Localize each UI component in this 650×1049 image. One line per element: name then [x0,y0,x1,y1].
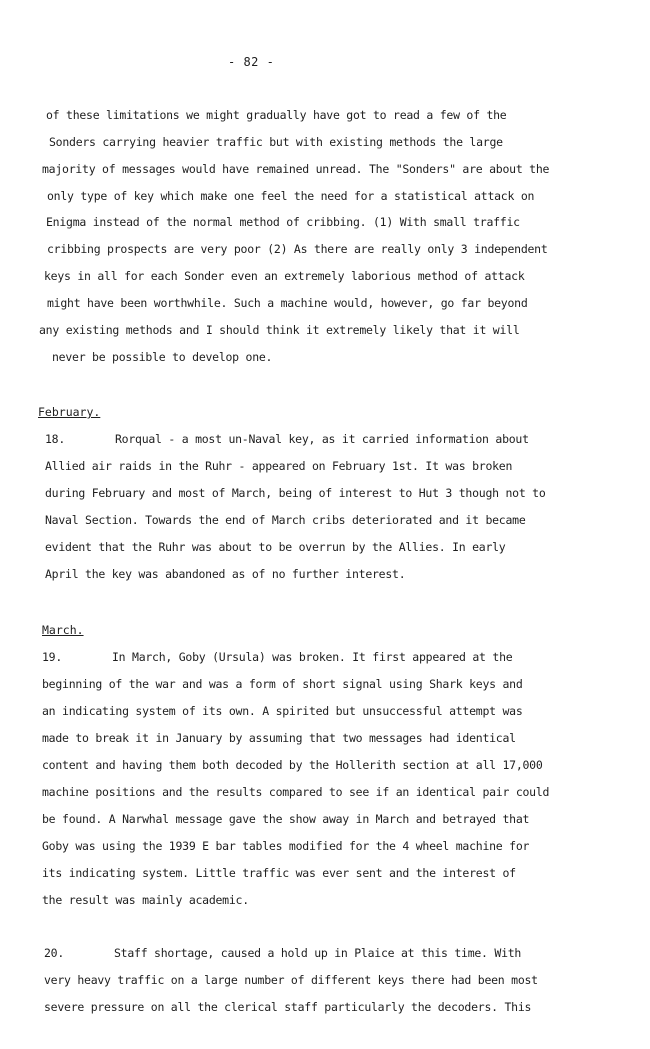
intro-line: any existing methods and I should think it extremely likely that it will [39,323,520,337]
paragraph-number: 20. [44,946,65,960]
paragraph-text: In March, Goby (Ursula) was broken. It first appeared at the [112,650,513,664]
paragraph-number: 19. [42,650,63,664]
section-heading-february: February. [38,405,101,419]
section-heading-march: March. [42,623,84,637]
intro-line: might have been worthwhile. Such a machine would, however, go far beyond [47,296,528,310]
intro-line: of these limitations we might gradually have got to read a few of the [46,108,507,122]
intro-line: keys in all for each Sonder even an extremely laborious method of attack [44,269,525,283]
paragraph-line: made to break it in January by assuming that two messages had identical [42,731,516,745]
paragraph-line: severe pressure on all the clerical staff particularly the decoders. This [44,1000,532,1014]
paragraph-line [42,650,512,664]
paragraph-line: evident that the Ruhr was about to be overrun by the Allies. In early [45,540,506,554]
intro-line: cribbing prospects are very poor (2) As there are really only 3 independent [47,242,548,256]
paragraph-line: very heavy traffic on a large number of different keys there had been most [44,973,538,987]
paragraph-line: Goby was using the 1939 E bar tables modified for the 4 wheel machine for [42,839,530,853]
paragraph-line: Allied air raids in the Ruhr - appeared on February 1st. It was broken [45,459,513,473]
paragraph-line: April the key was abandoned as of no further interest. [45,567,406,581]
paragraph-text: Staff shortage, caused a hold up in Plaice at this time. With [114,946,522,960]
paragraph-line: content and having them both decoded by the Hollerith section at all 17,000 [42,758,543,772]
paragraph-line: Naval Section. Towards the end of March cribs deteriorated and it became [45,513,526,527]
paragraph-line: its indicating system. Little traffic was ever sent and the interest of [42,866,516,880]
paragraph-line: beginning of the war and was a form of short signal using Shark keys and [42,677,523,691]
paragraph-line: an indicating system of its own. A spirited but unsuccessful attempt was [42,704,523,718]
paragraph-number: 18. [45,432,66,446]
paragraph-text: Rorqual - a most un-Naval key, as it carried information about [115,432,529,446]
paragraph-line: during February and most of March, being of interest to Hut 3 though not to [45,486,546,500]
intro-line: Sonders carrying heavier traffic but with existing methods the large [49,135,503,149]
paragraph-line: machine positions and the results compared to see if an identical pair could [42,785,550,799]
paragraph-line: be found. A Narwhal message gave the show away in March and betrayed that [42,812,530,826]
intro-line: Enigma instead of the normal method of cribbing. (1) With small traffic [46,215,520,229]
paragraph-line [44,946,521,960]
page-number: - 82 - [228,55,275,69]
intro-line: majority of messages would have remained unread. The "Sonders" are about the [42,162,550,176]
intro-line: only type of key which make one feel the need for a statistical attack on [47,189,535,203]
paragraph-line: the result was mainly academic. [42,893,249,907]
paragraph-line [45,432,529,446]
intro-line: never be possible to develop one. [52,350,273,364]
